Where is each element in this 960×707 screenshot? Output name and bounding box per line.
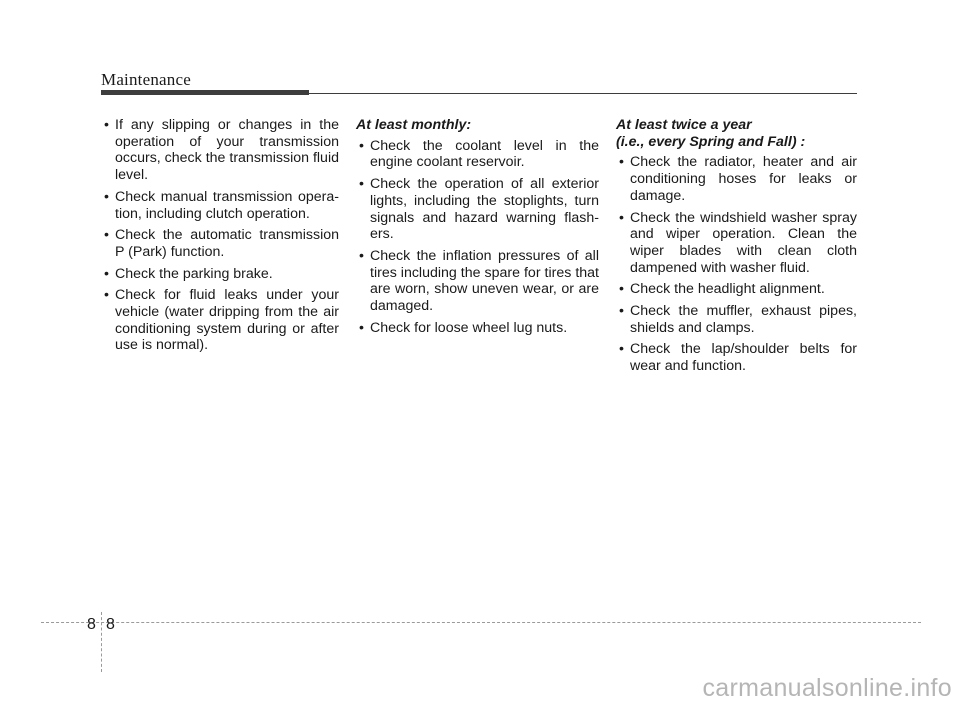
list-item: • Check manual transmission opera-tion, including clutch operation. [101,189,339,222]
list-item: • Check the windshield washer spray and wiper operation. Clean the wiper blades with clean cloth dampened with washer fluid. [616,210,857,277]
list-item: • Check the parking brake. [101,266,339,283]
header-rule-thin [101,93,857,94]
list-item: • Check the inflation pressures of all tires including the spare for tires that are worn, show uneven wear, or are damaged. [356,248,599,315]
footer-vertical-divider [101,612,102,672]
section-title: Maintenance [101,70,191,89]
list-item: • Check the radiator, heater and air conditioning hoses for leaks or damage. [616,154,857,204]
watermark: carmanualsonline.info [702,674,952,702]
column-2 [356,117,599,341]
list-item: • Check the lap/shoulder belts for wear and function. [616,341,857,374]
page-number: 8 [106,616,115,633]
bullet-list [616,154,857,374]
column-heading-line: (i.e., every Spring and Fall) : [616,133,806,150]
bullet-list [356,138,599,337]
column-heading-line: At least monthly: [356,117,472,133]
column-heading-line: At least twice a year [616,117,752,133]
list-item: • If any slipping or changes in the operation of your transmission occurs, check the transmission fluid level. [101,117,339,184]
list-item: • Check the muffler, exhaust pipes, shields and clamps. [616,303,857,336]
list-item: • Check for fluid leaks under your vehicle (water dripping from the air conditioning system during or after use is normal). [101,287,339,354]
list-item: • Check the operation of all exterior lights, including the stoplights, turn signals and hazard warning flash-ers. [356,176,599,243]
column-3 [616,117,857,380]
bullet-list [101,117,339,354]
list-item: • Check the coolant level in the engine coolant reservoir. [356,138,599,171]
list-item: • Check for loose wheel lug nuts. [356,320,599,337]
chapter-number: 8 [87,616,96,633]
column-1 [101,117,339,359]
list-item: • Check the automatic transmission P (Park) function. [101,227,339,260]
footer-divider [41,622,921,623]
list-item: • Check the headlight alignment. [616,281,857,298]
column-heading [616,117,857,150]
column-heading [356,117,599,134]
